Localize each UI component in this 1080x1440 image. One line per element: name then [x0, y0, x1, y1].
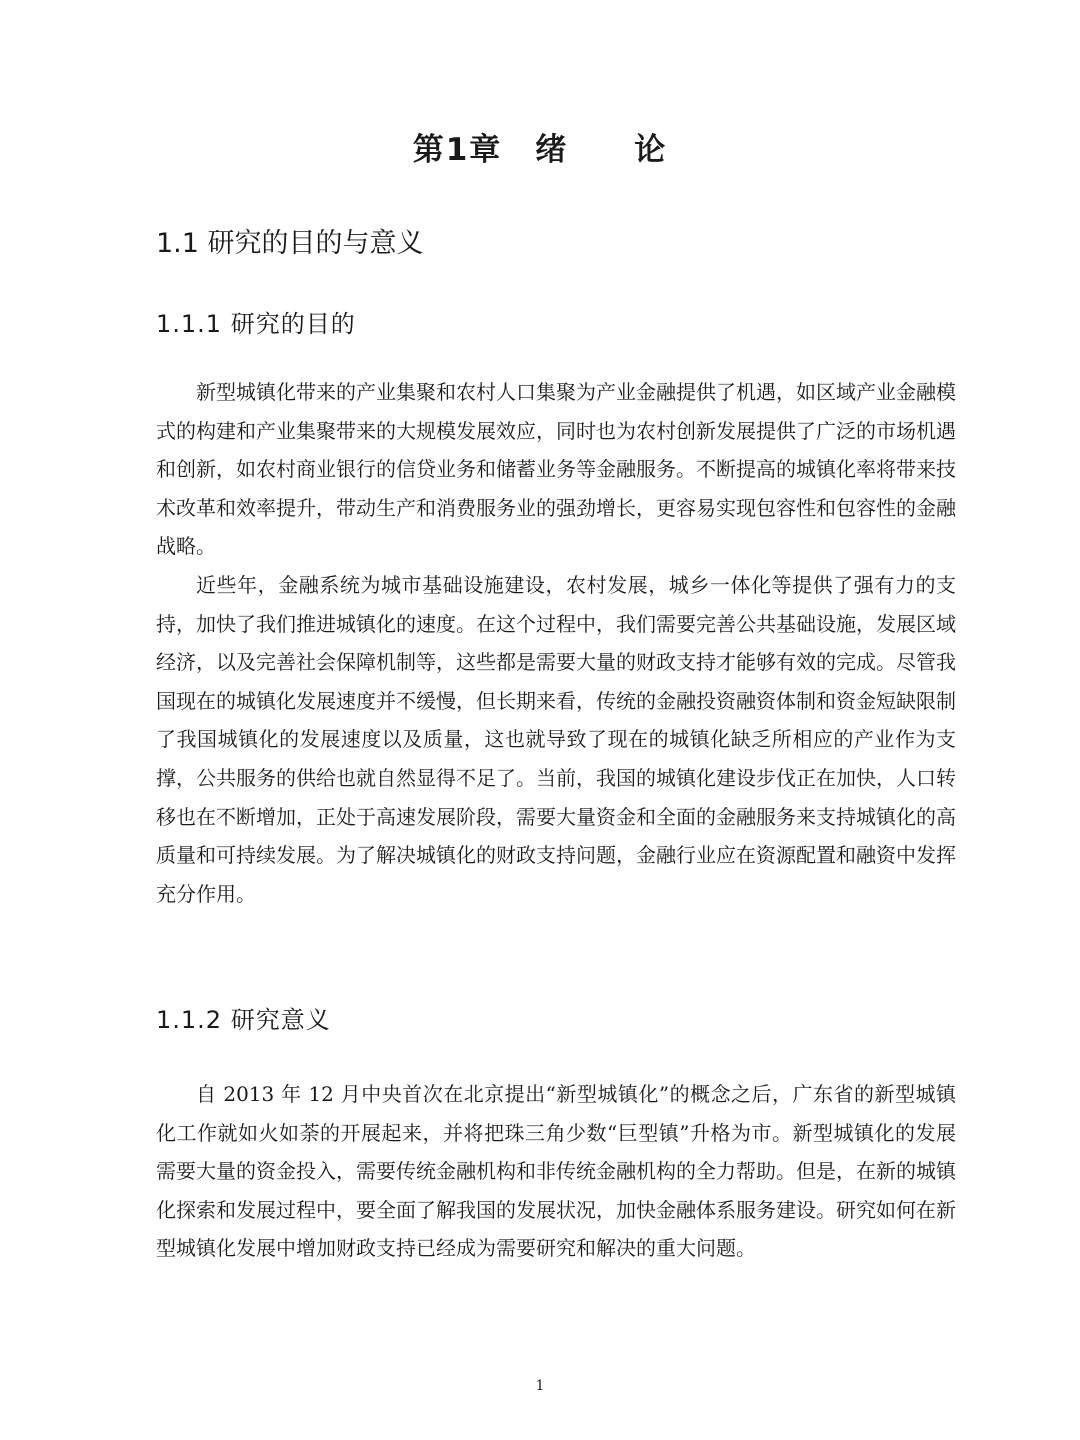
paragraph: 近些年，金融系统为城市基础设施建设，农村发展，城乡一体化等提供了强有力的支持，加快了我们推进城镇化的速度。在这个过程中，我们需要完善公共基础设施，发展区域经济，以及完善社会保障机制等，这些都是需要大量的财政支持才能够有效的完成。尽管我国现在的城镇化发展速度并不缓慢，但长期来看，传统的金融投资融资体制和资金短缺限制了我国城镇化的发展速度以及质量，这也就导致了现在的城镇化缺乏所相应的产业作为支撑，公共服务的供给也就自然显得不足了。当前，我国的城镇化建设步伐正在加快，人口转移也在不断增加，正处于高速发展阶段，需要大量资金和全面的金融服务来支持城镇化的高质量和可持续发展。为了解决城镇化的财政支持问题，金融行业应在资源配置和融资中发挥充分作用。 [156, 572, 956, 906]
section-body-1-1-2 [156, 1075, 956, 1268]
chapter-title: 第1章 绪 论 [412, 132, 668, 168]
section-heading-1-1-1: 1.1.1 研究的目的 [156, 310, 356, 338]
section-body-1-1-1 [156, 373, 956, 913]
section-heading-1-1: 1.1 研究的目的与意义 [156, 228, 424, 259]
paragraph: 自 2013 年 12 月中央首次在北京提出“新型城镇化”的概念之后，广东省的新型城镇化工作就如火如荼的开展起来，并将把珠三角少数“巨型镇”升格为市。新型城镇化的发展需要大量的资金投入，需要传统金融机构和非传统金融机构的全力帮助。但是，在新的城镇化探索和发展过程中，要全面了解我国的发展状况，加快金融体系服务建设。研究如何在新型城镇化发展中增加财政支持已经成为需要研究和解决的重大问题。 [156, 1082, 956, 1261]
section-heading-1-1-2: 1.1.2 研究意义 [156, 1006, 331, 1034]
paragraph: 新型城镇化带来的产业集聚和农村人口集聚为产业金融提供了机遇，如区域产业金融模式的构建和产业集聚带来的大规模发展效应，同时也为农村创新发展提供了广泛的市场机遇和创新，如农村商业银行的信贷业务和储蓄业务等金融服务。不断提高的城镇化率将带来技术改革和效率提升，带动生产和消费服务业的强劲增长，更容易实现包容性和包容性的金融战略。 [156, 380, 956, 559]
page-number: 1 [535, 1378, 545, 1394]
